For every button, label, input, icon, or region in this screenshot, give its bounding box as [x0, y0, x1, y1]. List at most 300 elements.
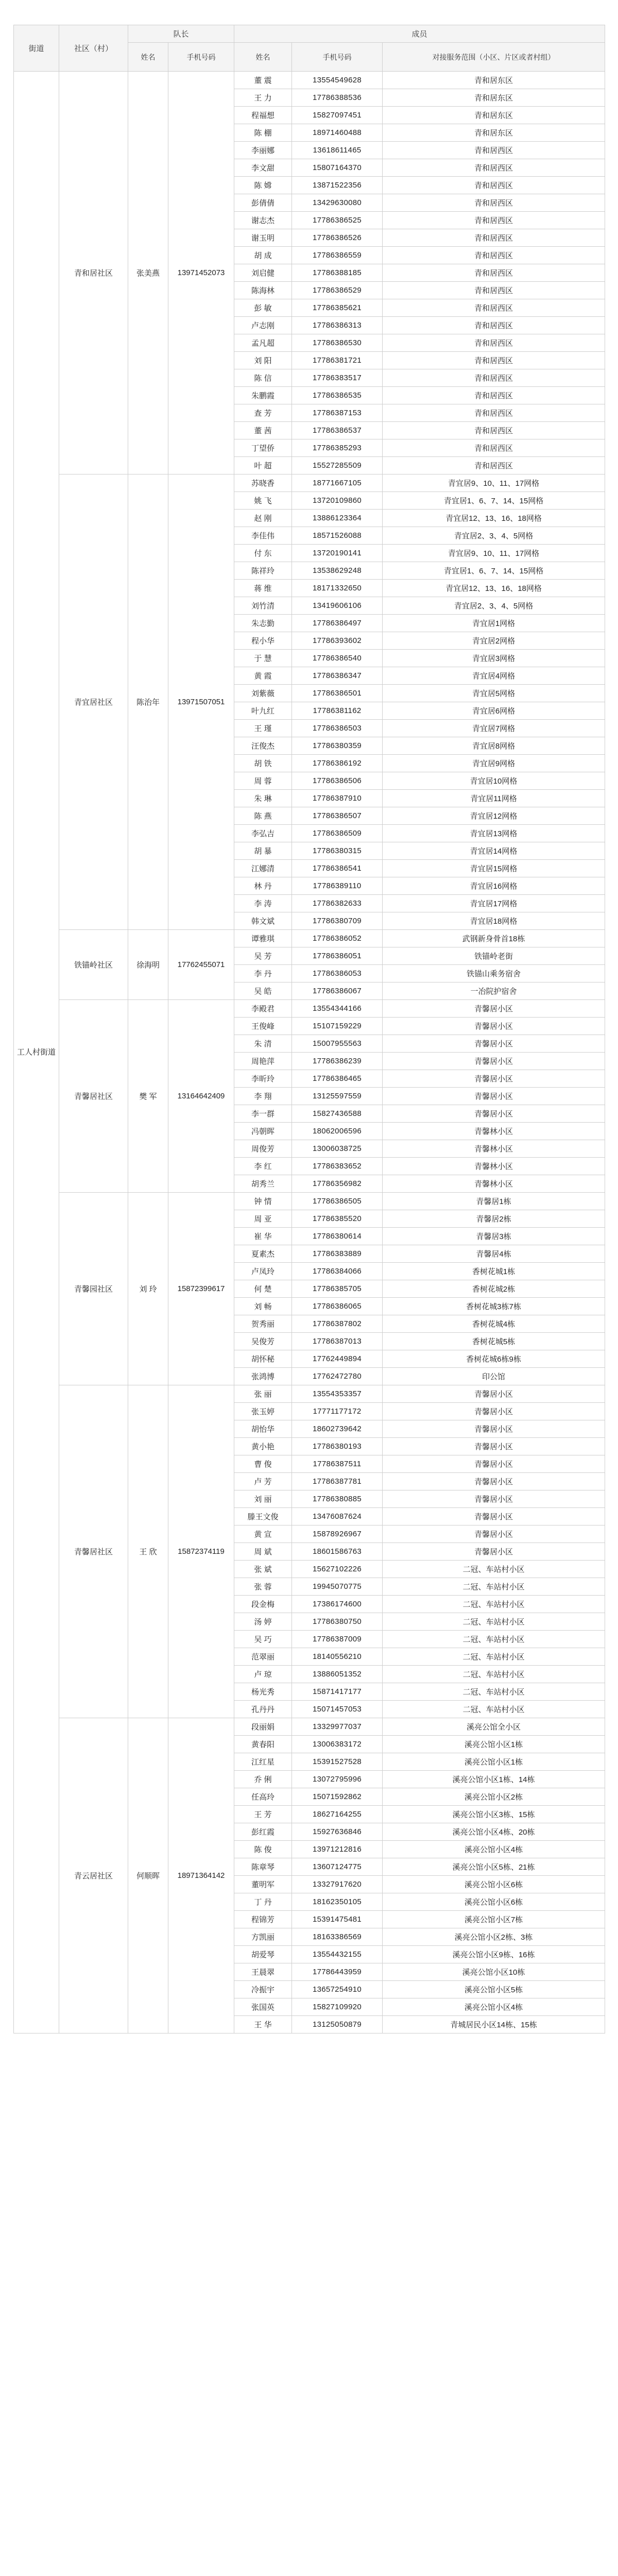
member-phone: 15107159229	[292, 1018, 383, 1035]
member-area: 溪亮公馆小区1栋、14栋	[383, 1771, 605, 1788]
member-phone: 17786381162	[292, 702, 383, 720]
member-area: 青和居西区	[383, 422, 605, 439]
member-phone: 17786385621	[292, 299, 383, 317]
member-phone: 18162350105	[292, 1893, 383, 1911]
member-phone: 18163386569	[292, 1928, 383, 1946]
member-phone: 17786386509	[292, 825, 383, 842]
table-row	[14, 1000, 605, 1018]
member-name: 张 斌	[234, 1561, 292, 1578]
table-row	[14, 1718, 605, 1736]
member-phone: 17786387009	[292, 1631, 383, 1648]
member-phone: 17786386507	[292, 807, 383, 825]
member-phone: 17786386559	[292, 247, 383, 264]
member-area: 溪亮公馆小区6栋	[383, 1893, 605, 1911]
member-area: 青宜居8网格	[383, 737, 605, 755]
leader-name: 刘 玲	[128, 1193, 168, 1385]
member-area: 青馨居小区	[383, 1508, 605, 1526]
member-phone: 13554344166	[292, 1000, 383, 1018]
member-phone: 17762472780	[292, 1368, 383, 1385]
member-phone: 17786387153	[292, 404, 383, 422]
member-area: 青馨居小区	[383, 1000, 605, 1018]
member-phone: 15827097451	[292, 107, 383, 124]
member-area: 青宜居1、6、7、14、15网格	[383, 492, 605, 510]
member-phone: 17786387802	[292, 1315, 383, 1333]
member-name: 刘竹清	[234, 597, 292, 615]
member-phone: 17386174600	[292, 1596, 383, 1613]
member-phone: 17786386053	[292, 965, 383, 982]
member-name: 程小华	[234, 632, 292, 650]
member-name: 朱 清	[234, 1035, 292, 1053]
member-phone: 13327917620	[292, 1876, 383, 1893]
member-area: 青馨林小区	[383, 1175, 605, 1193]
member-phone: 15391527528	[292, 1753, 383, 1771]
member-area: 青宜居2、3、4、5网格	[383, 527, 605, 545]
member-phone: 17786385293	[292, 439, 383, 457]
member-name: 吴 皓	[234, 982, 292, 1000]
member-area: 青宜居6网格	[383, 702, 605, 720]
member-area: 青宜居3网格	[383, 650, 605, 667]
member-name: 韩文斌	[234, 912, 292, 930]
member-area: 青宜居1、6、7、14、15网格	[383, 562, 605, 580]
member-area: 一冶院护宿舍	[383, 982, 605, 1000]
member-name: 周 亚	[234, 1210, 292, 1228]
member-phone: 17786386526	[292, 229, 383, 247]
member-name: 杨光秀	[234, 1683, 292, 1701]
member-area: 二冠、车站村小区	[383, 1631, 605, 1648]
member-name: 江红星	[234, 1753, 292, 1771]
member-name: 陈 燕	[234, 807, 292, 825]
member-name: 王 力	[234, 89, 292, 107]
member-name: 李殿君	[234, 1000, 292, 1018]
member-name: 陈 信	[234, 369, 292, 387]
member-area: 青馨居小区	[383, 1018, 605, 1035]
member-area: 青和居西区	[383, 317, 605, 334]
member-area: 香树花城6栋9栋	[383, 1350, 605, 1368]
member-name: 吴俊芳	[234, 1333, 292, 1350]
member-area: 青馨居小区	[383, 1438, 605, 1455]
member-name: 朱 琳	[234, 790, 292, 807]
member-phone: 17786388185	[292, 264, 383, 282]
member-area: 青和居西区	[383, 369, 605, 387]
leader-phone: 15872399617	[168, 1193, 234, 1385]
member-area: 青馨居小区	[383, 1070, 605, 1088]
member-area: 香树花城5栋	[383, 1333, 605, 1350]
leader-name: 陈治年	[128, 474, 168, 930]
member-name: 朱鹏霞	[234, 387, 292, 404]
member-name: 张 丽	[234, 1385, 292, 1403]
member-phone: 13538629248	[292, 562, 383, 580]
member-area: 香树花城3栋7栋	[383, 1298, 605, 1315]
member-area: 铁锚山乘务宿舍	[383, 965, 605, 982]
member-area: 青和居西区	[383, 352, 605, 369]
member-phone: 17786386540	[292, 650, 383, 667]
member-area: 青和居东区	[383, 124, 605, 142]
member-name: 张鸿博	[234, 1368, 292, 1385]
member-phone: 17786385705	[292, 1280, 383, 1298]
member-name: 汪俊杰	[234, 737, 292, 755]
member-phone: 17786386192	[292, 755, 383, 772]
table-row	[14, 1385, 605, 1403]
member-phone: 17786380750	[292, 1613, 383, 1631]
member-phone: 17786381721	[292, 352, 383, 369]
member-phone: 17786380885	[292, 1490, 383, 1508]
member-area: 二冠、车站村小区	[383, 1613, 605, 1631]
member-area: 青和居西区	[383, 159, 605, 177]
member-name: 叶 超	[234, 457, 292, 474]
member-phone: 17786386525	[292, 212, 383, 229]
table-row	[14, 474, 605, 492]
member-phone: 17786443959	[292, 1963, 383, 1981]
member-phone: 18627164255	[292, 1806, 383, 1823]
member-phone: 13657254910	[292, 1981, 383, 1998]
member-area: 青馨居小区	[383, 1088, 605, 1105]
member-area: 二冠、车站村小区	[383, 1683, 605, 1701]
member-area: 溪亮公馆小区5栋、21栋	[383, 1858, 605, 1876]
member-name: 周俊芳	[234, 1140, 292, 1158]
member-area: 青宜居15网格	[383, 860, 605, 877]
member-area: 青馨居小区	[383, 1105, 605, 1123]
member-name: 黄小艳	[234, 1438, 292, 1455]
community-name: 铁锚岭社区	[59, 930, 128, 1000]
member-name: 贺秀丽	[234, 1315, 292, 1333]
member-phone: 17786380359	[292, 737, 383, 755]
member-area: 青宜居2、3、4、5网格	[383, 597, 605, 615]
member-name: 董 震	[234, 72, 292, 89]
member-name: 李一群	[234, 1105, 292, 1123]
member-phone: 17786388536	[292, 89, 383, 107]
member-name: 董明军	[234, 1876, 292, 1893]
header-row-1	[14, 25, 605, 43]
member-name: 朱志勤	[234, 615, 292, 632]
member-name: 李丽娜	[234, 142, 292, 159]
member-phone: 17786387013	[292, 1333, 383, 1350]
member-area: 青宜居11网格	[383, 790, 605, 807]
member-name: 孔丹丹	[234, 1701, 292, 1718]
member-area: 二冠、车站村小区	[383, 1561, 605, 1578]
member-name: 李 丹	[234, 965, 292, 982]
member-phone: 17786389110	[292, 877, 383, 895]
member-phone: 18171332650	[292, 580, 383, 597]
member-phone: 17786386506	[292, 772, 383, 790]
member-name: 卢志刚	[234, 317, 292, 334]
member-name: 陈章琴	[234, 1858, 292, 1876]
member-phone: 13720109860	[292, 492, 383, 510]
member-area: 溪亮公馆小区7栋	[383, 1911, 605, 1928]
member-name: 孟凡超	[234, 334, 292, 352]
member-name: 张 蓉	[234, 1578, 292, 1596]
member-name: 胡爱琴	[234, 1946, 292, 1963]
member-area: 溪亮公馆小区9栋、16栋	[383, 1946, 605, 1963]
leader-phone: 13971507051	[168, 474, 234, 930]
member-area: 青和居西区	[383, 282, 605, 299]
member-area: 青和居西区	[383, 194, 605, 212]
member-phone: 13429630080	[292, 194, 383, 212]
leader-phone: 13164642409	[168, 1000, 234, 1193]
leader-phone: 15872374119	[168, 1385, 234, 1718]
member-area: 青馨林小区	[383, 1158, 605, 1175]
member-area: 青宜居5网格	[383, 685, 605, 702]
member-area: 青馨居3栋	[383, 1228, 605, 1245]
header-member-area: 对接服务范围（小区、片区或者村组）	[383, 43, 605, 72]
member-phone: 13554432155	[292, 1946, 383, 1963]
member-name: 周 蓉	[234, 772, 292, 790]
member-phone: 17771177172	[292, 1403, 383, 1420]
member-area: 青宜居7网格	[383, 720, 605, 737]
member-phone: 13886051352	[292, 1666, 383, 1683]
member-name: 李 涛	[234, 895, 292, 912]
member-name: 林 丹	[234, 877, 292, 895]
member-area: 青宜居2网格	[383, 632, 605, 650]
member-phone: 17786386529	[292, 282, 383, 299]
member-name: 彭红霞	[234, 1823, 292, 1841]
member-area: 青和居西区	[383, 247, 605, 264]
leader-phone: 13971452073	[168, 72, 234, 474]
member-name: 苏晓香	[234, 474, 292, 492]
community-name: 青馨居社区	[59, 1385, 128, 1718]
member-area: 溪亮公馆小区10栋	[383, 1963, 605, 1981]
member-area: 印公馆	[383, 1368, 605, 1385]
member-phone: 13006038725	[292, 1140, 383, 1158]
member-phone: 17762449894	[292, 1350, 383, 1368]
member-phone: 18571526088	[292, 527, 383, 545]
member-name: 吴 芳	[234, 947, 292, 965]
member-name: 谭雅琪	[234, 930, 292, 947]
member-area: 青馨居小区	[383, 1490, 605, 1508]
member-phone: 17786386067	[292, 982, 383, 1000]
member-phone: 15927636846	[292, 1823, 383, 1841]
member-name: 李弘吉	[234, 825, 292, 842]
member-phone: 17786386505	[292, 1193, 383, 1210]
member-name: 刘启健	[234, 264, 292, 282]
member-phone: 17786386535	[292, 387, 383, 404]
member-name: 陈祥玲	[234, 562, 292, 580]
member-phone: 15627102226	[292, 1561, 383, 1578]
member-name: 吴 巧	[234, 1631, 292, 1648]
member-name: 陈 俊	[234, 1841, 292, 1858]
member-phone: 17786356982	[292, 1175, 383, 1193]
member-area: 溪亮公馆小区6栋	[383, 1876, 605, 1893]
member-area: 青馨居小区	[383, 1455, 605, 1473]
member-name: 方凯丽	[234, 1928, 292, 1946]
member-phone: 17786385520	[292, 1210, 383, 1228]
member-area: 青馨居小区	[383, 1526, 605, 1543]
member-area: 青馨林小区	[383, 1123, 605, 1140]
member-name: 黄春阳	[234, 1736, 292, 1753]
member-area: 铁锚岭老街	[383, 947, 605, 965]
table-row	[14, 1193, 605, 1210]
community-name: 青馨园社区	[59, 1193, 128, 1385]
member-name: 张玉婷	[234, 1403, 292, 1420]
member-area: 香树花城2栋	[383, 1280, 605, 1298]
member-phone: 18602739642	[292, 1420, 383, 1438]
member-phone: 15871417177	[292, 1683, 383, 1701]
member-area: 二冠、车站村小区	[383, 1596, 605, 1613]
member-area: 青和居东区	[383, 89, 605, 107]
community-name: 青和居社区	[59, 72, 128, 474]
member-area: 溪亮公馆全小区	[383, 1718, 605, 1736]
member-name: 刘 阳	[234, 352, 292, 369]
member-phone: 17786386347	[292, 667, 383, 685]
member-phone: 15807164370	[292, 159, 383, 177]
member-name: 王晨翠	[234, 1963, 292, 1981]
member-name: 卢 芳	[234, 1473, 292, 1490]
member-name: 卢凤玲	[234, 1263, 292, 1280]
member-area: 溪亮公馆小区3栋、15栋	[383, 1806, 605, 1823]
member-area: 青和居东区	[383, 72, 605, 89]
member-area: 青馨居4栋	[383, 1245, 605, 1263]
member-phone: 17786387511	[292, 1455, 383, 1473]
member-name: 彭倩倩	[234, 194, 292, 212]
member-name: 刘 畅	[234, 1298, 292, 1315]
header-community: 社区（村）	[59, 25, 128, 72]
member-phone: 17786386313	[292, 317, 383, 334]
member-phone: 17786386537	[292, 422, 383, 439]
member-phone: 15391475481	[292, 1911, 383, 1928]
member-phone: 17786386530	[292, 334, 383, 352]
member-area: 青和居西区	[383, 177, 605, 194]
member-area: 青和居西区	[383, 457, 605, 474]
member-name: 谢志杰	[234, 212, 292, 229]
member-name: 胡 铁	[234, 755, 292, 772]
member-area: 溪亮公馆小区4栋	[383, 1841, 605, 1858]
member-phone: 17786383517	[292, 369, 383, 387]
member-phone: 17786382633	[292, 895, 383, 912]
table-row	[14, 930, 605, 947]
member-area: 香树花城1栋	[383, 1263, 605, 1280]
member-name: 江娜清	[234, 860, 292, 877]
member-area: 溪亮公馆小区1栋	[383, 1753, 605, 1771]
header-member-group: 成员	[234, 25, 605, 43]
member-phone: 13072795996	[292, 1771, 383, 1788]
member-phone: 17786386541	[292, 860, 383, 877]
member-name: 张国英	[234, 1998, 292, 2016]
member-area: 溪亮公馆小区4栋、20栋	[383, 1823, 605, 1841]
member-phone: 13971212816	[292, 1841, 383, 1858]
member-phone: 17786386065	[292, 1298, 383, 1315]
member-phone: 15071592862	[292, 1788, 383, 1806]
member-area: 青和居西区	[383, 439, 605, 457]
member-area: 青馨居小区	[383, 1035, 605, 1053]
member-phone: 13886123364	[292, 510, 383, 527]
roster-body	[14, 72, 605, 2033]
community-name: 青云居社区	[59, 1718, 128, 2033]
member-phone: 15071457053	[292, 1701, 383, 1718]
member-area: 青宜居12网格	[383, 807, 605, 825]
member-area: 青宜居13网格	[383, 825, 605, 842]
member-name: 钟 情	[234, 1193, 292, 1210]
member-name: 冷振宇	[234, 1981, 292, 1998]
member-area: 青和居西区	[383, 334, 605, 352]
member-phone: 13720190141	[292, 545, 383, 562]
member-name: 王 瑾	[234, 720, 292, 737]
member-phone: 18971460488	[292, 124, 383, 142]
member-phone: 17786386497	[292, 615, 383, 632]
member-name: 李 红	[234, 1158, 292, 1175]
member-area: 青和居西区	[383, 229, 605, 247]
member-name: 胡 成	[234, 247, 292, 264]
member-name: 段金梅	[234, 1596, 292, 1613]
member-name: 黄 宣	[234, 1526, 292, 1543]
member-area: 青和居西区	[383, 387, 605, 404]
header-member-phone: 手机号码	[292, 43, 383, 72]
member-phone: 15827436588	[292, 1105, 383, 1123]
member-name: 李文甜	[234, 159, 292, 177]
member-name: 丁 丹	[234, 1893, 292, 1911]
roster-table	[13, 25, 605, 2033]
member-name: 滕王文俊	[234, 1508, 292, 1526]
member-name: 谢玉明	[234, 229, 292, 247]
member-area: 青宜居9、10、11、17网格	[383, 474, 605, 492]
member-phone: 17786386239	[292, 1053, 383, 1070]
member-phone: 17786386051	[292, 947, 383, 965]
member-name: 段丽娟	[234, 1718, 292, 1736]
member-area: 溪亮公馆小区2栋	[383, 1788, 605, 1806]
member-name: 周 斌	[234, 1543, 292, 1561]
member-phone: 15007955563	[292, 1035, 383, 1053]
member-phone: 17786384066	[292, 1263, 383, 1280]
member-area: 青和居西区	[383, 142, 605, 159]
member-area: 青宜居9、10、11、17网格	[383, 545, 605, 562]
member-phone: 18062006596	[292, 1123, 383, 1140]
member-area: 溪亮公馆小区2栋、3栋	[383, 1928, 605, 1946]
member-phone: 18601586763	[292, 1543, 383, 1561]
member-area: 青馨林小区	[383, 1140, 605, 1158]
member-phone: 13871522356	[292, 177, 383, 194]
member-phone: 17786380614	[292, 1228, 383, 1245]
member-name: 刘紫薇	[234, 685, 292, 702]
member-phone: 17786380709	[292, 912, 383, 930]
member-phone: 17786393602	[292, 632, 383, 650]
member-name: 卢 琼	[234, 1666, 292, 1683]
member-area: 青和居东区	[383, 107, 605, 124]
member-phone: 18140556210	[292, 1648, 383, 1666]
member-phone: 13419606106	[292, 597, 383, 615]
community-name: 青宜居社区	[59, 474, 128, 930]
member-area: 青和居西区	[383, 404, 605, 422]
member-area: 青宜居1网格	[383, 615, 605, 632]
member-phone: 17786380193	[292, 1438, 383, 1455]
member-phone: 13476087624	[292, 1508, 383, 1526]
member-name: 付 东	[234, 545, 292, 562]
street-cell: 工人村街道	[14, 72, 59, 2033]
member-phone: 13329977037	[292, 1718, 383, 1736]
member-name: 赵 刚	[234, 510, 292, 527]
member-area: 二冠、车站村小区	[383, 1578, 605, 1596]
member-phone: 17786380315	[292, 842, 383, 860]
leader-name: 樊 军	[128, 1000, 168, 1193]
header-leader-phone: 手机号码	[168, 43, 234, 72]
member-phone: 19945070775	[292, 1578, 383, 1596]
member-name: 胡秀兰	[234, 1175, 292, 1193]
member-area: 溪亮公馆小区5栋	[383, 1981, 605, 1998]
member-area: 青和居西区	[383, 264, 605, 282]
member-name: 任高玲	[234, 1788, 292, 1806]
member-name: 刘 丽	[234, 1490, 292, 1508]
member-area: 青馨居小区	[383, 1385, 605, 1403]
member-area: 青宜居10网格	[383, 772, 605, 790]
member-phone: 17786387910	[292, 790, 383, 807]
member-area: 青宜居12、13、16、18网格	[383, 510, 605, 527]
member-name: 周艳萍	[234, 1053, 292, 1070]
member-phone: 13006383172	[292, 1736, 383, 1753]
member-area: 二冠、车站村小区	[383, 1701, 605, 1718]
member-name: 程锦芳	[234, 1911, 292, 1928]
leader-name: 何顺晖	[128, 1718, 168, 2033]
community-name: 青馨居社区	[59, 1000, 128, 1193]
header-leader-name: 姓名	[128, 43, 168, 72]
member-name: 崔 华	[234, 1228, 292, 1245]
member-name: 王俊峰	[234, 1018, 292, 1035]
